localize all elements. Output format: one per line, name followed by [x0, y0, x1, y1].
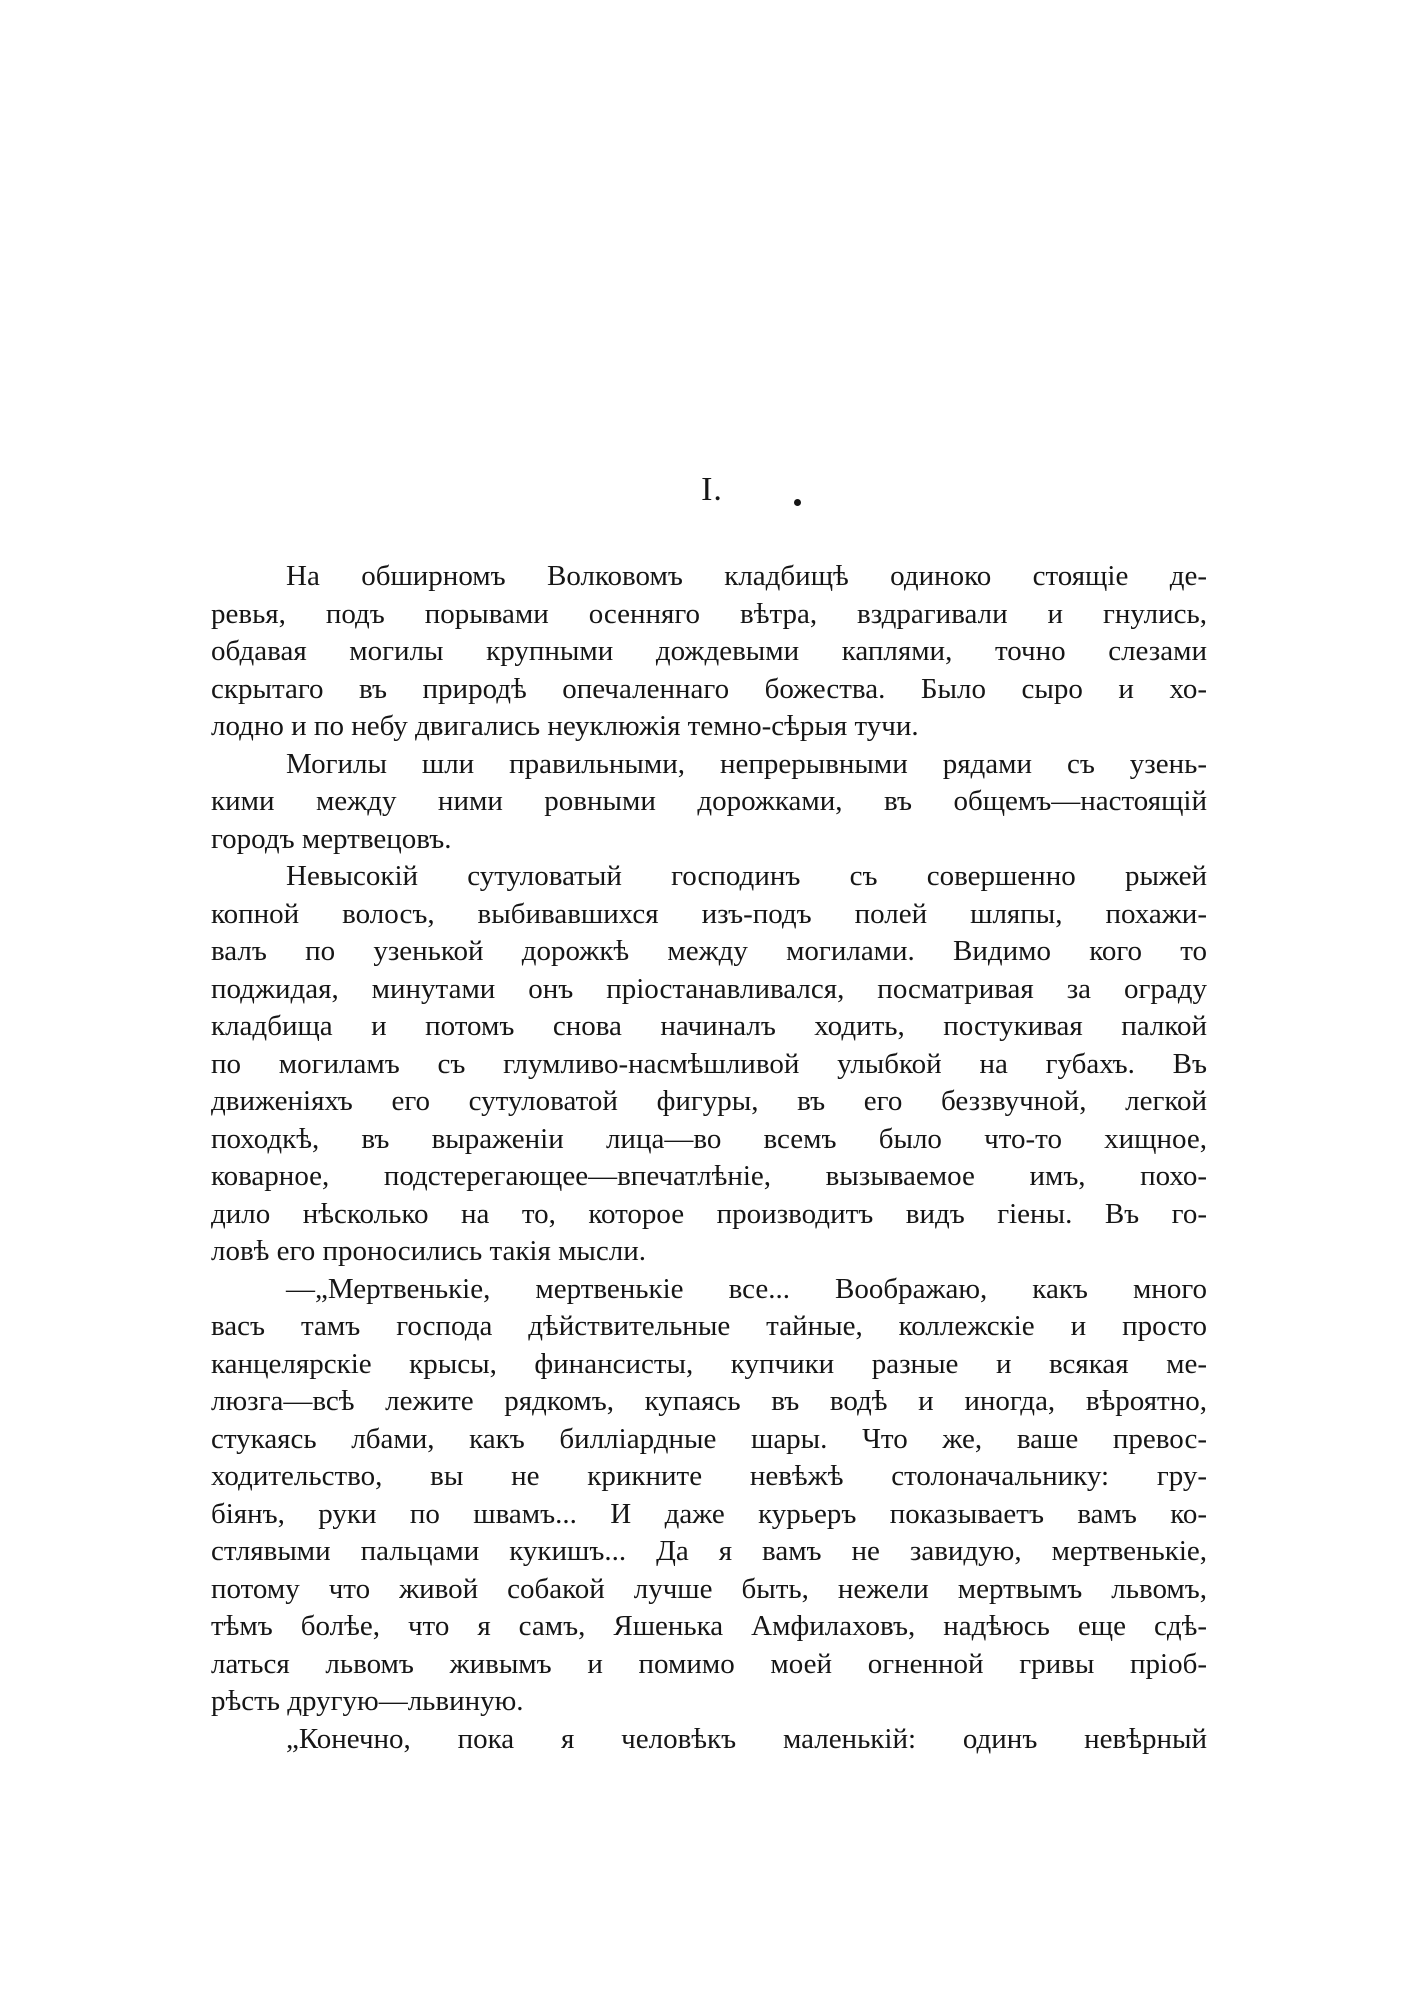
text-line: лодно и по небу двигались неуклюжія темно-сѣрыя тучи.	[211, 710, 919, 742]
chapter-number: I.	[701, 471, 723, 508]
text-line: кладбища и потомъ снова начиналъ ходить, постукивая палкой	[211, 1010, 1207, 1042]
text-line: валъ по узенькой дорожкѣ между могилами. Видимо кого то	[211, 935, 1207, 967]
text-line: городъ мертвецовъ.	[211, 822, 452, 855]
text-line: дило нѣсколько на то, которое производитъ видъ гіены. Въ го-	[211, 1197, 1207, 1230]
text-line: рѣсть другую—львиную.	[211, 1685, 524, 1717]
text-line: —„Мертвенькіе, мертвенькіе все... Воображаю, какъ много	[286, 1272, 1207, 1305]
text-line: стукаясь лбами, какъ билліардные шары. Что же, ваше превос-	[211, 1422, 1207, 1455]
text-line: ходительство, вы не крикните невѣжѣ столоначальнику: гру-	[211, 1460, 1207, 1492]
text-line: тѣмъ болѣе, что я самъ, Яшенька Амфилаховъ, надѣюсь еще сдѣ-	[211, 1610, 1207, 1642]
text-line: коварное, подстерегающее—впечатлѣніе, вызываемое имъ, похо-	[211, 1160, 1207, 1192]
text-line: поджидая, минутами онъ пріостанавливался, посматривая за ограду	[211, 972, 1207, 1005]
print-speck	[794, 499, 801, 506]
text-line: васъ тамъ господа дѣйствительные тайные, коллежскіе и просто	[211, 1310, 1207, 1342]
text-line: канцелярскіе крысы, финансисты, купчики разные и всякая ме-	[211, 1347, 1207, 1380]
text-line: латься львомъ живымъ и помимо моей огненной гривы пріоб-	[211, 1647, 1207, 1680]
text-line: На обширномъ Волковомъ кладбищѣ одиноко стоящіе де-	[286, 560, 1207, 592]
text-line: Невысокій сутуловатый господинъ съ совершенно рыжей	[286, 860, 1207, 892]
text-line: потому что живой собакой лучше быть, нежели мертвымъ львомъ,	[211, 1572, 1207, 1605]
text-line: „Конечно, пока я человѣкъ маленькій: одинъ невѣрный	[286, 1722, 1207, 1755]
text-line: обдавая могилы крупными дождевыми каплями, точно слезами	[211, 635, 1207, 667]
text-line: біянъ, руки по швамъ... И даже курьеръ показываетъ вамъ ко-	[211, 1497, 1207, 1530]
text-line: скрытаго въ природѣ опечаленнаго божества. Было сыро и хо-	[211, 672, 1207, 705]
text-line: ревья, подъ порывами осенняго вѣтра, вздрагивали и гнулись,	[211, 597, 1207, 630]
text-line: кими между ними ровными дорожками, въ общемъ—настоящій	[211, 785, 1207, 817]
body-text	[211, 558, 1207, 1758]
text-line: движеніяхъ его сутуловатой фигуры, въ его беззвучной, легкой	[211, 1085, 1207, 1117]
text-line: копной волосъ, выбивавшихся изъ-подъ полей шляпы, похажи-	[211, 897, 1207, 930]
chapter-heading	[0, 470, 1404, 510]
text-line: по могиламъ съ глумливо-насмѣшливой улыбкой на губахъ. Въ	[211, 1047, 1207, 1080]
text-line: люзга—всѣ лежите рядкомъ, купаясь въ водѣ и иногда, вѣроятно,	[211, 1385, 1207, 1417]
text-line: Могилы шли правильными, непрерывными рядами съ узень-	[286, 747, 1207, 780]
text-line: ловѣ его проносились такія мысли.	[211, 1235, 647, 1267]
text-line: стлявыми пальцами кукишъ... Да я вамъ не завидую, мертвенькіе,	[211, 1535, 1207, 1567]
text-line: походкѣ, въ выраженіи лица—во всемъ было что-то хищное,	[211, 1122, 1207, 1155]
